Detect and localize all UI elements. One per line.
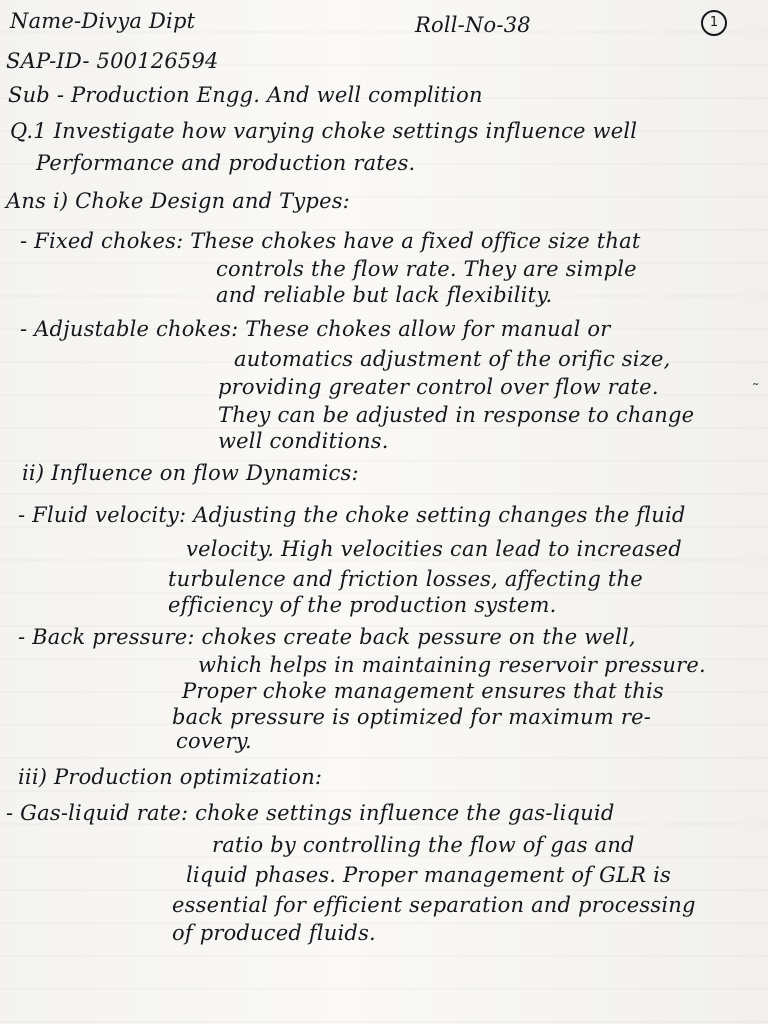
fluid-velocity-line-3: turbulence and friction losses, affecting the [168, 567, 643, 591]
adjustable-chokes-line-5: well conditions. [218, 429, 389, 453]
margin-tick-mark: ˜ [750, 380, 758, 399]
fixed-chokes-line-3: and reliable but lack flexibility. [216, 283, 553, 307]
fluid-velocity-line-2: velocity. High velocities can lead to increased [186, 537, 682, 561]
gas-liquid-line-4: essential for efficient separation and processing [172, 893, 696, 917]
back-pressure-line-4: back pressure is optimized for maximum re- [172, 705, 652, 729]
fluid-velocity-line-4: efficiency of the production system. [168, 593, 557, 617]
adjustable-chokes-line-2: automatics adjustment of the orific size, [234, 347, 671, 371]
subject-line: Sub - Production Engg. And well complition [8, 83, 483, 107]
answer-heading: Ans i) Choke Design and Types: [6, 189, 350, 213]
back-pressure-line-1: - Back pressure: chokes create back pessure on the well, [18, 625, 636, 649]
back-pressure-line-3: Proper choke management ensures that this [182, 679, 664, 703]
gas-liquid-line-5: of produced fluids. [172, 921, 376, 945]
fixed-chokes-line-2: controls the flow rate. They are simple [216, 257, 637, 281]
sap-id: SAP-ID- 500126594 [6, 49, 219, 73]
question-line-1: Q.1 Investigate how varying choke settings influence well [10, 119, 638, 143]
roll-number: Roll-No-38 [415, 13, 531, 37]
section-3-heading: iii) Production optimization: [18, 765, 323, 789]
back-pressure-line-2: which helps in maintaining reservoir pressure. [198, 653, 706, 677]
gas-liquid-line-2: ratio by controlling the flow of gas and [212, 833, 635, 857]
fluid-velocity-line-1: - Fluid velocity: Adjusting the choke setting changes the fluid [18, 503, 686, 527]
gas-liquid-line-1: - Gas-liquid rate: choke settings influence the gas-liquid [6, 801, 615, 825]
adjustable-chokes-line-1: - Adjustable chokes: These chokes allow for manual or [20, 317, 611, 341]
adjustable-chokes-line-3: providing greater control over flow rate. [218, 375, 659, 399]
section-2-heading: ii) Influence on flow Dynamics: [22, 461, 359, 485]
question-line-2: Performance and production rates. [36, 151, 416, 175]
adjustable-chokes-line-4: They can be adjusted in response to change [218, 403, 695, 427]
gas-liquid-line-3: liquid phases. Proper management of GLR is [186, 863, 671, 887]
fixed-chokes-line-1: - Fixed chokes: These chokes have a fixed office size that [20, 229, 641, 253]
student-name: Name-Divya Dipt [10, 9, 196, 33]
back-pressure-line-5: covery. [176, 729, 252, 753]
page-number: 1 [701, 10, 727, 36]
